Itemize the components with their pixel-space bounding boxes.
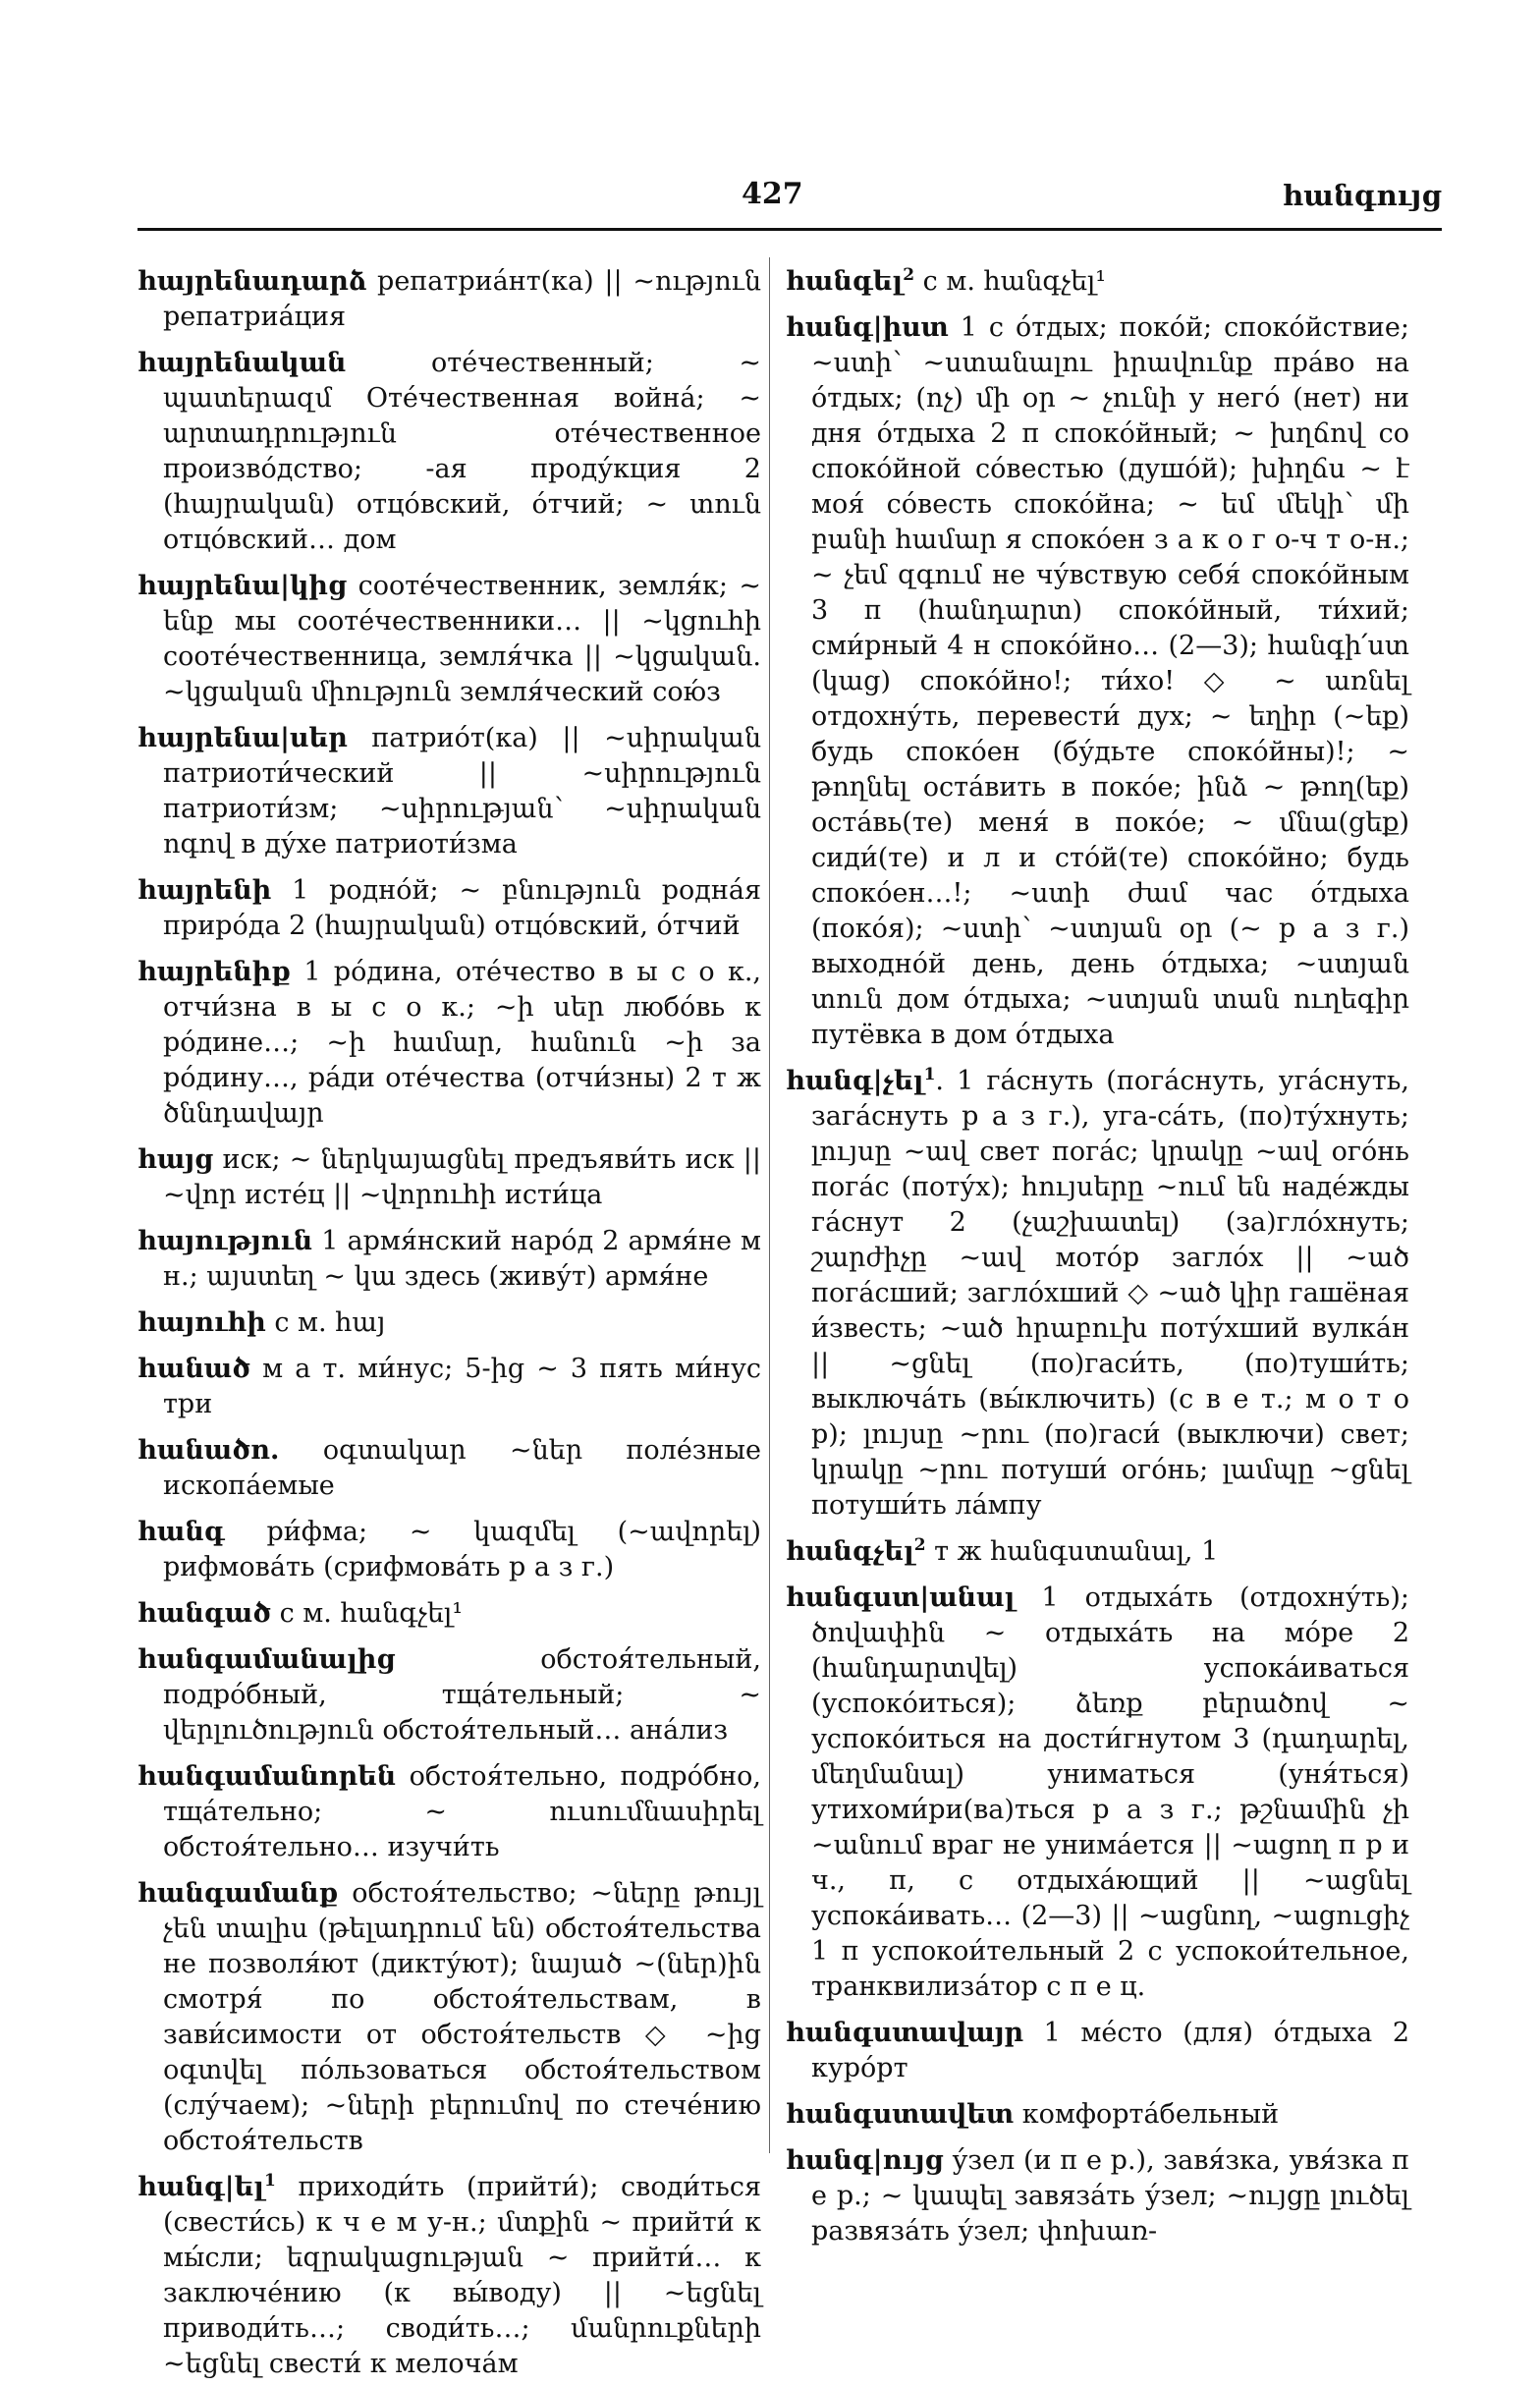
- dictionary-entry: [786, 2009, 1409, 2086]
- dictionary-entry: [786, 1057, 1409, 1524]
- entry-definition: с м. հայ: [265, 1307, 386, 1338]
- entry-definition: 1 ме́сто (для) о́тдыха 2 куро́рт: [811, 2018, 1409, 2083]
- entry-definition: репатриа́нт(ка) || ~ություն репатриа́ция: [163, 266, 761, 332]
- entry-definition: 1 ро́дина, оте́чество в ы с о к., отчи́зна в ы с о к.; ~ի սեր любо́вь к ро́дине…; ~ի համար, հանուն ~ի за ро́дину…, ра́ди оте́чества (отчи́зны) 2 т ж ծննդավայր: [163, 957, 761, 1129]
- entry-homonym-number: 2: [903, 265, 915, 285]
- entry-definition: сооте́чественник, земля́к; ~ ենք мы сооте́чественники… || ~կցուհի сооте́чественница, земля́чка || ~կցական. ~կցական միություն земля́ческий сою́з: [163, 571, 761, 707]
- dictionary-entry: [786, 2136, 1409, 2249]
- entry-homonym-number: 2: [913, 1535, 926, 1555]
- entry-headword: հանգ|իստ: [786, 312, 949, 343]
- entry-headword: հանգստ|անալ: [786, 1582, 1016, 1613]
- dictionary-entry: [138, 948, 761, 1132]
- entry-definition: у́зел (и п е р.), завя́зка, увя́зка п е р.; ~ կապել завяза́ть у́зел; ~ույցը լուծել развяза́ть у́зел; փոխառ-: [811, 2145, 1409, 2247]
- dictionary-entry: [138, 1345, 761, 1422]
- entry-definition: обстоя́тельство; ~ները թույլ չեն տալիս (թելադրում են) обстоя́тельства не позволя́ют (дикту́ют); նայած ~(ներ)ին смотря́ по обстоя́тельствам, в зави́симости от обстоя́тельств ◇ ~ից օգտվել по́льзоваться обстоя́тельством (слу́чаем); ~ների բերումով по стече́нию обстоя́тельств: [163, 1878, 761, 2156]
- entry-definition: օգտակար ~ներ поле́зные ископа́емые: [163, 1435, 761, 1501]
- entry-headword: հանգ: [138, 1517, 225, 1547]
- entry-headword: հանածո.: [138, 1435, 280, 1466]
- entry-headword: հանած: [138, 1354, 251, 1384]
- entry-headword: հայրենիք: [138, 957, 292, 987]
- dictionary-entry: [138, 1869, 761, 2159]
- entry-headword: հայուհի: [138, 1307, 266, 1338]
- entry-definition: т ж հանգստանալ, 1: [925, 1536, 1219, 1567]
- right-column: [786, 257, 1409, 2253]
- entry-definition: м а т. ми́нус; 5-ից ~ 3 пять ми́нус три: [163, 1354, 761, 1419]
- entry-definition: 1 армя́нский наро́д 2 армя́не м н.; այստեղ ~ կա здесь (живу́т) армя́не: [163, 1226, 761, 1292]
- dictionary-entry: [138, 714, 761, 862]
- dictionary-entry: [138, 1508, 761, 1585]
- entry-definition: оте́чественный; ~ պատերազմ Оте́чественная война́; ~ արտադրություն оте́чественное произво́дство; -ая проду́кция 2 (հայրական) отцо́вский, о́тчий; ~ տուն отцо́вский… дом: [163, 348, 761, 555]
- entry-headword: հայրենա|կից: [138, 571, 348, 601]
- dictionary-entry: [138, 866, 761, 944]
- entry-definition: 1 с о́тдых; поко́й; споко́йствие; ~ստի՝ ~ստանալու իրավունք пра́во на о́тдых; (ոչ) մի օր ~ չունի у него́ (нет) ни дня о́тдыха 2 п споко́йный; ~ խղճով со споко́йной со́вестью (душо́й); խիղճս ~ է моя́ со́весть споко́йна; ~ եմ մեկի՝ մի բանի համար я споко́ен з а к о г о-ч т о-н.; ~ չեմ զգում не чу́вствую себя́ споко́йным 3 п (հանդարտ) споко́йный, ти́хий; сми́рный 4 н споко́йно… (2—3); հանգի՛ստ (կաց) споко́йно!; ти́хо! ◇ ~ առնել отдохну́ть, перевести́ дух; ~ եղիր (~եք) будь споко́ен (бу́дьте споко́йны)!; ~ թողնել оста́вить в поко́е; ինձ ~ թող(եք) оста́вь(те) меня́ в поко́е; ~ մնա(ցեք) сиди́(те) и л и сто́й(те) споко́йно; будь споко́ен…!; ~ստի ժամ час о́тдыха (поко́я); ~ստի՝ ~ստյան օր (~ р а з г.) выходно́й день, день о́тдыха; ~ստյան տուն дом о́тдыха; ~ստյան տան ուղեգիր путёвка в дом о́тдыха: [811, 312, 1409, 1050]
- entry-headword: հանգել: [786, 266, 904, 297]
- entry-headword: հայություն: [138, 1226, 313, 1256]
- dictionary-entry: [786, 1574, 1409, 2005]
- dictionary-entry: [138, 257, 761, 335]
- dictionary-entry: [138, 562, 761, 710]
- entry-headword: հանգամանորեն: [138, 1761, 397, 1792]
- entry-definition: с м. հանգչել¹: [914, 266, 1107, 297]
- entry-headword: հայրենադարձ: [138, 266, 367, 297]
- running-head: հանգույց: [1282, 179, 1442, 212]
- entry-definition: ри́фма; ~ կազմել (~ավորել) рифмова́ть (срифмова́ть р а з г.): [163, 1517, 761, 1582]
- entry-headword: հանգ|չել: [786, 1066, 924, 1096]
- dictionary-entry: [786, 304, 1409, 1053]
- entry-headword: հանգստավետ: [786, 2099, 1015, 2130]
- dictionary-entry: [786, 2090, 1409, 2133]
- entry-headword: հայրենական: [138, 348, 347, 378]
- entry-definition: иск; ~ ներկայացնել предъяви́ть иск || ~վոր исте́ц || ~վորուհի исти́ца: [163, 1144, 761, 1210]
- dictionary-entry: [138, 1589, 761, 1632]
- dictionary-entry: [786, 257, 1409, 300]
- dictionary-entry: [786, 1527, 1409, 1570]
- left-column: [138, 257, 761, 2386]
- entry-headword: հանգչել: [786, 1536, 914, 1567]
- dictionary-entry: [138, 1752, 761, 1865]
- dictionary-entry: [138, 1217, 761, 1295]
- entry-headword: հանգ|ույց: [786, 2145, 944, 2176]
- header-rule: [138, 228, 1442, 231]
- entry-headword: հանգած: [138, 1598, 271, 1629]
- entry-definition: обстоя́тельный, подро́бный, тща́тельный; ~ վերլուծություն обстоя́тельный… ана́лиз: [163, 1644, 761, 1746]
- entry-headword: հայրենի: [138, 875, 272, 906]
- entry-definition: 1 отдыха́ть (отдохну́ть); ծովափին ~ отдыха́ть на мо́ре 2 (հանդարտվել) успока́иваться (успоко́иться); ձեռք բերածով ~ успоко́иться на дости́гнутом 3 (դադարել, մեղմանալ) униматься (уня́ться) утихоми́ри(ва)ться р а з г.; թշնամին չի ~անում враг не унима́ется || ~ացող п р и ч., п, с отдыха́ющий || ~ացնել успока́ивать… (2—3) || ~ացնող, ~ացուցիչ 1 п успокои́тельный 2 с успокои́тельное, транквилиза́тор с п е ц.: [811, 1582, 1409, 2002]
- entry-headword: հայց: [138, 1144, 214, 1175]
- entry-headword: հայրենա|սեր: [138, 723, 348, 753]
- dictionary-entry: [138, 1636, 761, 1748]
- entry-definition: патрио́т(ка) || ~սիրական патриоти́ческий || ~սիրություն патриоти́зм; ~սիրության՝ ~սիրական ոգով в ду́хе патриоти́зма: [163, 723, 761, 860]
- dictionary-entry: [138, 1299, 761, 1341]
- entry-homonym-number: 1: [264, 2171, 276, 2191]
- entry-headword: հանգստավայր: [786, 2018, 1024, 2048]
- dictionary-entry: [138, 339, 761, 558]
- column-divider: [769, 257, 770, 2153]
- entry-definition: приходи́ть (прийти́); своди́ться (свести́сь) к ч е м у-н.; մտքին ~ прийти́ к мы́сли; եզրակացության ~ прийти́… к заключе́нию (к вы́воду) || ~եցնել приводи́ть…; своди́ть…; մանրուքների ~եցնել свести́ к мелоча́м: [163, 2172, 761, 2379]
- entry-definition: 1 родно́й; ~ բնություն родна́я приро́да 2 (հայրական) отцо́вский, о́тчий: [163, 875, 761, 941]
- entry-definition: с м. հանգչել¹: [271, 1598, 464, 1629]
- page-number: 427: [742, 177, 803, 211]
- entry-headword: հանգամանալից: [138, 1644, 396, 1675]
- entry-definition: комфорта́бельный: [1014, 2099, 1280, 2130]
- entry-homonym-number: 1: [923, 1065, 936, 1084]
- entry-definition: обстоя́тельно, подро́бно, тща́тельно; ~ ուսումնասիրել обстоя́тельно… изучи́ть: [163, 1761, 761, 1862]
- dictionary-entry: [138, 2163, 761, 2382]
- entry-headword: հանգամանք: [138, 1878, 339, 1909]
- dictionary-entry: [138, 1426, 761, 1504]
- entry-headword: հանգ|ել: [138, 2172, 265, 2202]
- entry-definition: . 1 га́снуть (пога́снуть, уга́снуть, зага́снуть р а з г.), уга-са́ть, (по)ту́хнуть; լույսը ~ավ свет пога́с; կրակը ~ավ ого́нь пога́с (поту́х); հույսերը ~ում են наде́жды га́снут 2 (չաշխատել) (за)гло́хнуть; շարժիչը ~ավ мото́р загло́х || ~ած пога́сший; загло́хший ◇ ~ած կիր гашёная и́звесть; ~ած հրաբուխ поту́хший вулка́н || ~ցնել (по)гаси́ть, (по)туши́ть; выключа́ть (вы́ключить) (с в е т.; м о т о р); լույսը ~րու (по)гаси́ (выключи) свет; կրակը ~րու потуши́ ого́нь; լամպը ~ցնել потуши́ть ла́мпу: [811, 1066, 1409, 1521]
- dictionary-entry: [138, 1136, 761, 1213]
